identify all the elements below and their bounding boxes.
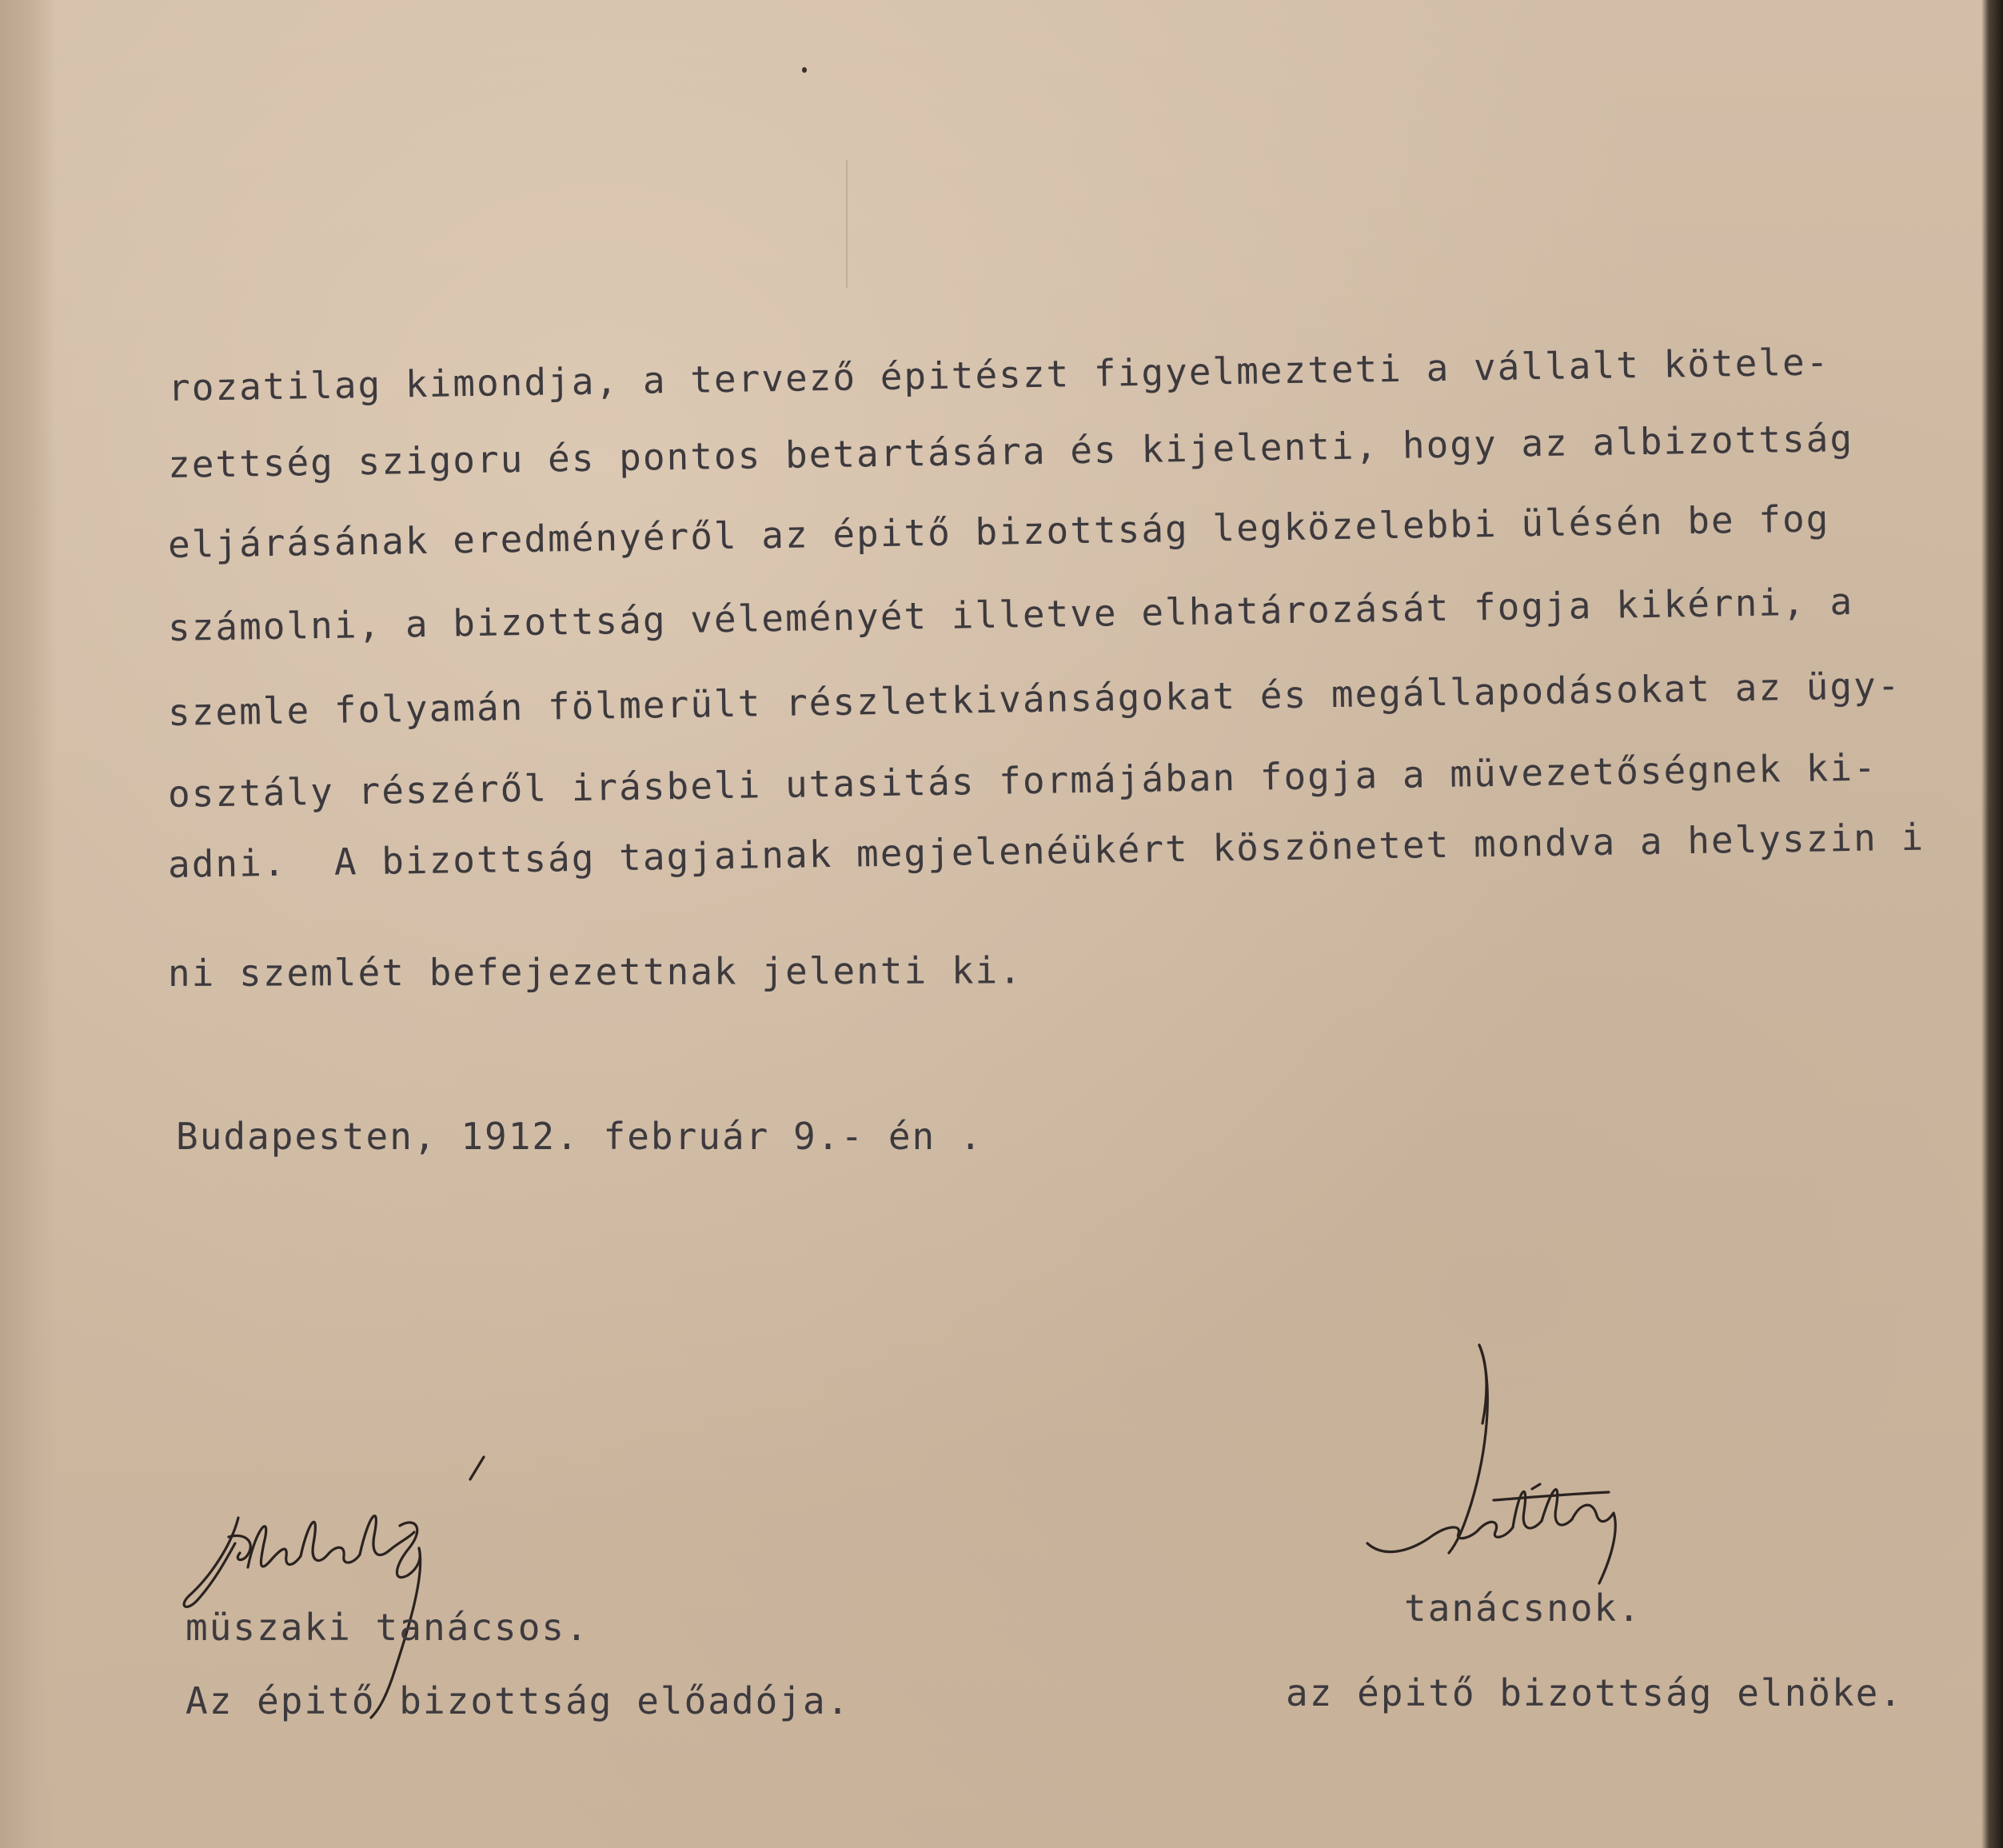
date-line: Budapesten, 1912. február 9.- én . (176, 1115, 984, 1158)
body-line: számolni, a bizottság véleményét illetve elhatározását fogja kikérni, a (167, 579, 1854, 649)
body-line: eljárásának eredményéről az épitő bizottság legközelebbi ülésén be fog (167, 497, 1830, 566)
page-edge (1981, 0, 2003, 1848)
ink-dot (802, 67, 807, 73)
body-line: szemle folyamán fölmerült részletkivánságokat és megállapodásokat az ügy- (167, 663, 1901, 734)
left-signatory-role: Az épitő bizottság előadója. (186, 1679, 851, 1722)
left-signatory-title: müszaki tanácsos. (186, 1606, 589, 1649)
binding-shadow (0, 0, 56, 1848)
paper-crease (846, 160, 848, 288)
right-signatory-role: az épitő bizottság elnöke. (1286, 1671, 1904, 1714)
body-line: zettség szigoru és pontos betartására és kijelenti, hogy az albizottság (167, 416, 1854, 486)
body-line: ni szemlét befejezettnak jelenti ki. (167, 948, 1023, 995)
body-line: osztály részéről irásbeli utasitás formájában fogja a müvezetőségnek ki- (167, 745, 1878, 816)
body-line: adni. A bizottság tagjainak megjelenéükért köszönetet mondva a helyszin i (167, 815, 1925, 886)
body-line: rozatilag kimondja, a tervező épitészt figyelmezteti a vállalt kötele- (167, 340, 1830, 409)
signature-right (1359, 1343, 1711, 1599)
right-signatory-title: tanácsnok. (1404, 1587, 1642, 1630)
